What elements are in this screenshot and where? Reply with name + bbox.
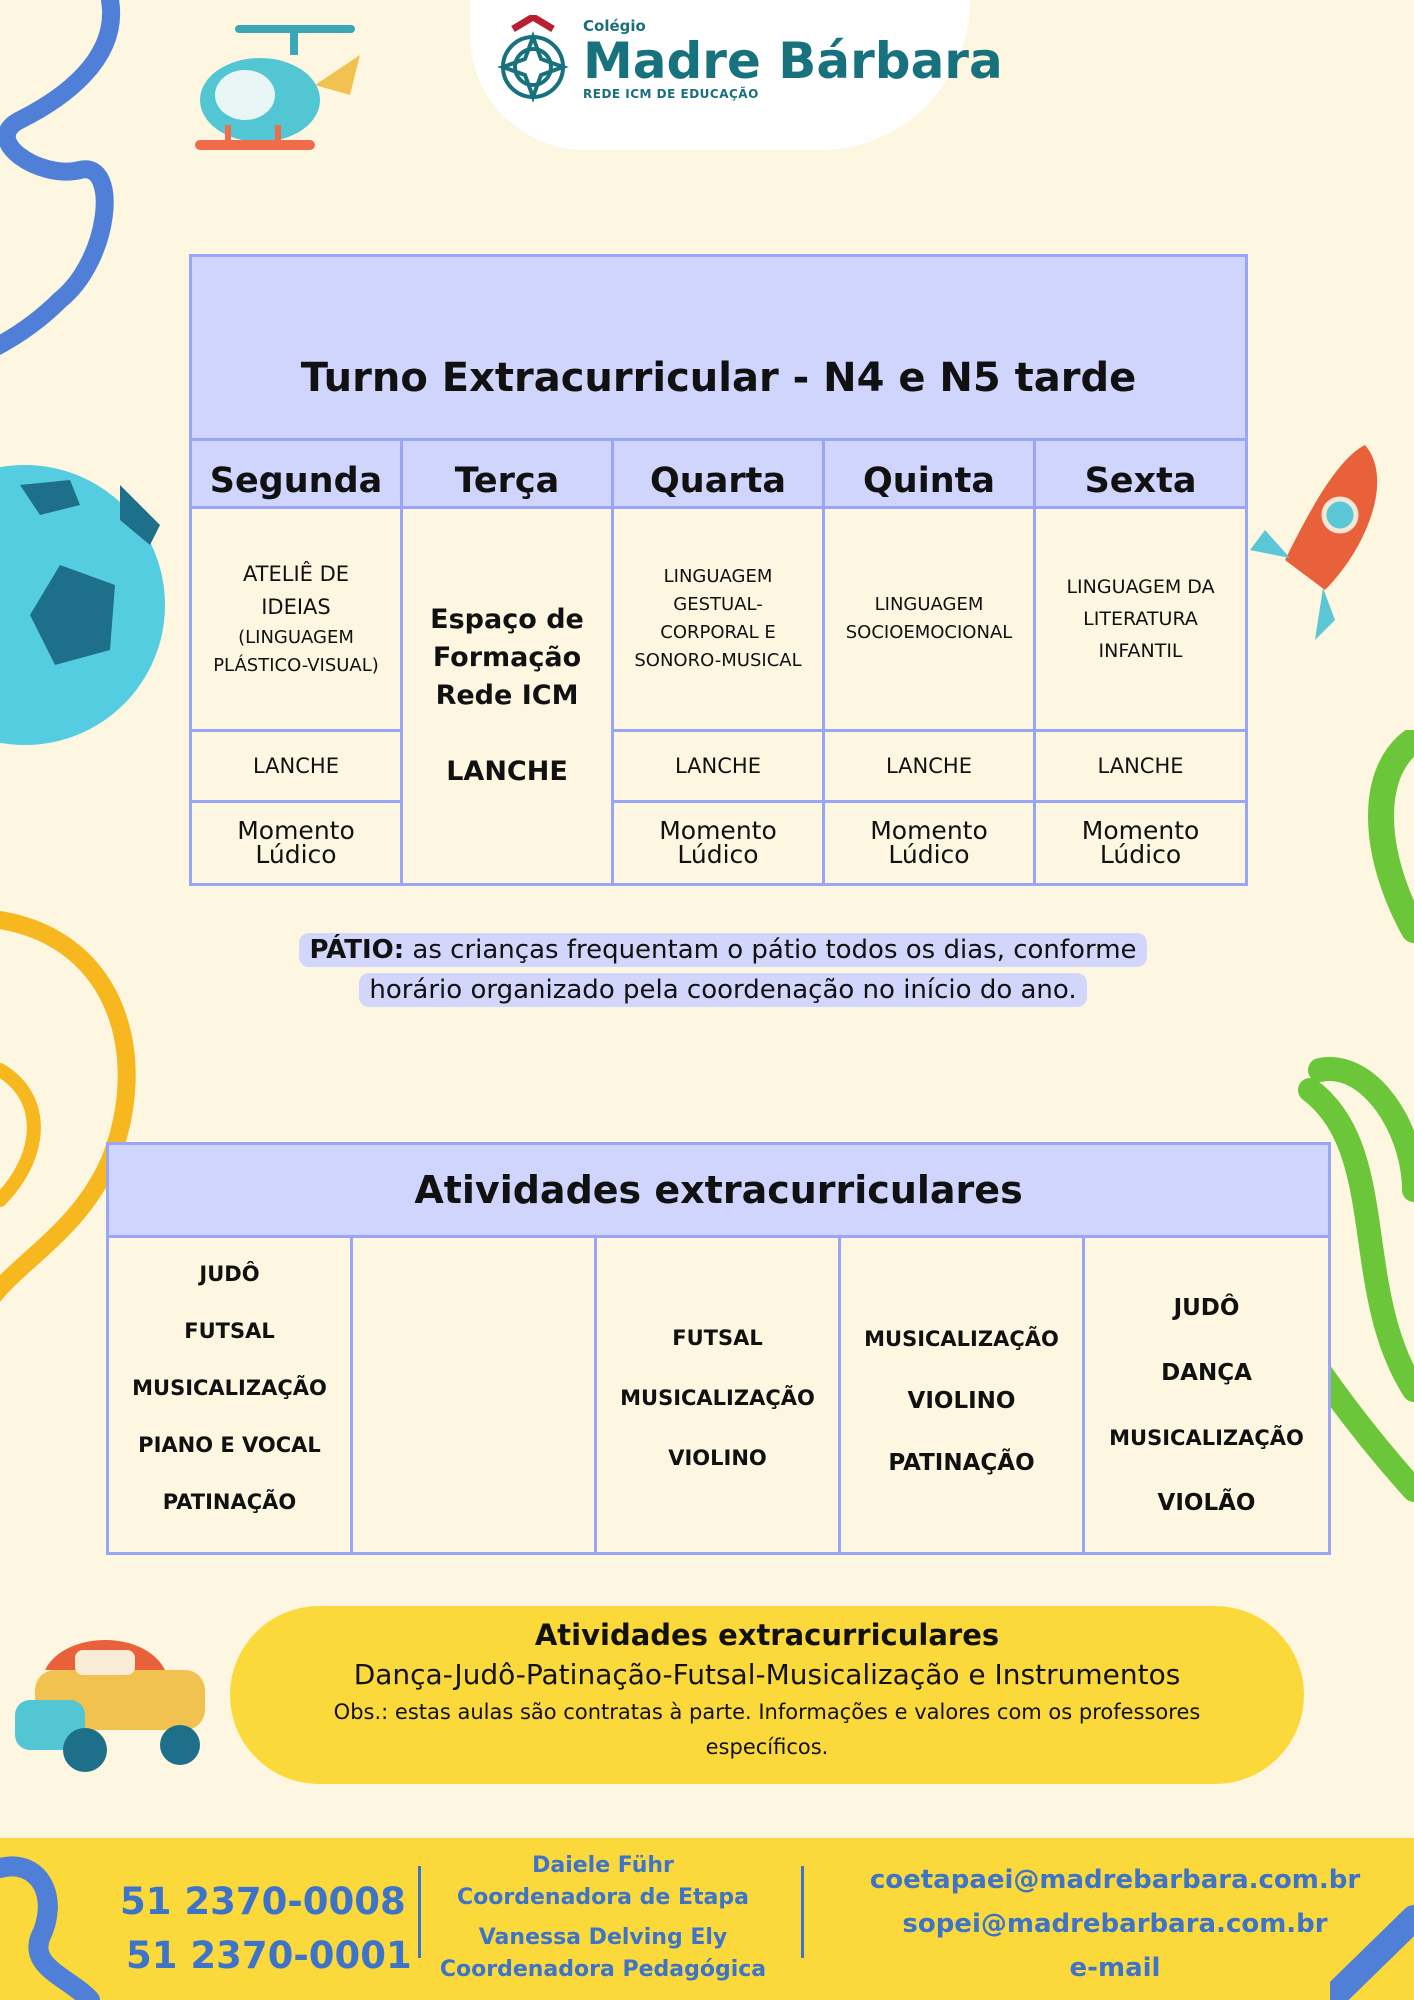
- banner-list: Dança-Judô-Patinação-Futsal-Musicalização e Instrumentos: [353, 1658, 1181, 1691]
- momento-ludico-segunda: Momento Lúdico: [191, 802, 402, 885]
- momento-ludico-quarta: Momento Lúdico: [613, 802, 824, 885]
- schedule-table: [189, 254, 1248, 886]
- extracurricular-banner: [230, 1606, 1304, 1784]
- extras-column-sexta: JUDÔ DANÇA MUSICALIZAÇÃO VIOLÃO: [1084, 1237, 1330, 1554]
- extracurricular-title: Atividades extracurriculares: [108, 1144, 1330, 1237]
- coordinator-1-role: Coordenadora de Etapa: [457, 1885, 749, 1910]
- banner-title: Atividades extracurriculares: [534, 1618, 1000, 1652]
- blue-scribble-footer-decoration: [0, 1838, 110, 2000]
- extras-column-quarta: FUTSAL MUSICALIZAÇÃO VIOLINO: [596, 1237, 840, 1554]
- activity-sexta: LINGUAGEM DA LITERATURA INFANTIL: [1035, 508, 1247, 731]
- patio-text-line2: horário organizado pela coordenação no início do ano.: [359, 973, 1086, 1007]
- extras-column-terca: [352, 1237, 596, 1554]
- soccer-ball-icon: [0, 465, 170, 745]
- momento-ludico-quinta: Momento Lúdico: [824, 802, 1035, 885]
- lanche-sexta: LANCHE: [1035, 731, 1247, 802]
- schedule-title: Turno Extracurricular - N4 e N5 tarde: [191, 256, 1247, 440]
- footer-divider-right: [801, 1866, 804, 1958]
- email-label: e-mail: [1069, 1953, 1161, 1983]
- toy-car-icon: [15, 1630, 215, 1780]
- blue-scribble-decoration: [0, 0, 140, 380]
- lanche-quarta: LANCHE: [613, 731, 824, 802]
- emails: [850, 1858, 1380, 1990]
- coordinator-2-name: Vanessa Delving Ely: [478, 1925, 728, 1950]
- terca-formacao-cell: Espaço de Formação Rede ICM LANCHE: [402, 508, 613, 885]
- extracurricular-table: [106, 1142, 1331, 1555]
- email-1[interactable]: coetapaei@madrebarbara.com.br: [869, 1865, 1361, 1895]
- momento-ludico-sexta: Momento Lúdico: [1035, 802, 1247, 885]
- activity-quinta: LINGUAGEM SOCIOEMOCIONAL: [824, 508, 1035, 731]
- lanche-quinta: LANCHE: [824, 731, 1035, 802]
- helicopter-icon: [175, 15, 365, 165]
- activity-segunda: ATELIÊ DE IDEIAS (LINGUAGEM PLÁSTICO-VISUAL): [191, 508, 402, 731]
- logo-subtitle: REDE ICM DE EDUCAÇÃO: [583, 87, 759, 101]
- lanche-segunda: LANCHE: [191, 731, 402, 802]
- school-logo: [495, 15, 1003, 103]
- day-segunda: Segunda: [191, 440, 402, 508]
- footer: [0, 1838, 1414, 2000]
- patio-label: PÁTIO:: [309, 935, 405, 965]
- email-2[interactable]: sopei@madrebarbara.com.br: [902, 1909, 1328, 1939]
- extras-column-segunda: JUDÔ FUTSAL MUSICALIZAÇÃO PIANO E VOCAL PATINAÇÃO: [108, 1237, 352, 1554]
- coordinator-1-name: Daiele Führ: [532, 1853, 674, 1878]
- logo-small-text: Colégio: [583, 17, 646, 35]
- logo-emblem-icon: [495, 15, 571, 103]
- patio-note: [293, 930, 1153, 1010]
- logo-name: Madre Bárbara: [583, 32, 1003, 90]
- rocket-icon: [1235, 440, 1395, 660]
- day-quarta: Quarta: [613, 440, 824, 508]
- day-quinta: Quinta: [824, 440, 1035, 508]
- activity-quarta: LINGUAGEM GESTUAL- CORPORAL E SONORO-MUSICAL: [613, 508, 824, 731]
- coordinators: [430, 1850, 776, 1986]
- day-sexta: Sexta: [1035, 440, 1247, 508]
- footer-divider-left: [418, 1866, 421, 1958]
- extras-column-quinta: MUSICALIZAÇÃO VIOLINO PATINAÇÃO: [840, 1237, 1084, 1554]
- phone-1[interactable]: 51 2370-0008: [120, 1880, 406, 1923]
- banner-obs: Obs.: estas aulas são contratas à parte. Informações e valores com os professores específicos.: [333, 1700, 1201, 1759]
- phone-2[interactable]: 51 2370-0001: [126, 1934, 412, 1977]
- coordinator-2-role: Coordenadora Pedagógica: [439, 1957, 767, 1982]
- patio-text-line1: as crianças frequentam o pátio todos os dias, conforme: [404, 935, 1137, 965]
- day-terca: Terça: [402, 440, 613, 508]
